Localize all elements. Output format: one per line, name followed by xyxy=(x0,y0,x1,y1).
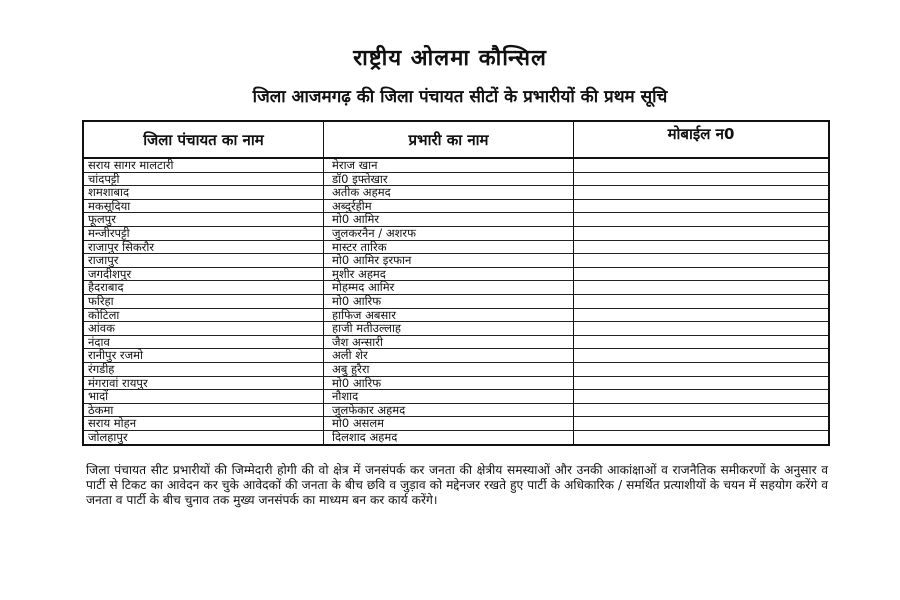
table-row xyxy=(84,173,828,187)
document-title: राष्ट्रीय ओलमा कौन्सिल xyxy=(353,46,547,71)
cell-mobile-number xyxy=(574,281,828,294)
cell-panchayat-name: फरिहा xyxy=(84,295,324,308)
header-prabhari-name: प्रभारी का नाम xyxy=(324,122,574,157)
prabhari-table xyxy=(82,120,830,446)
cell-panchayat-name: चांदपट्टी xyxy=(84,173,324,186)
cell-mobile-number xyxy=(574,159,828,172)
table-row xyxy=(84,200,828,214)
cell-prabhari-name: अली शेर xyxy=(324,349,574,362)
cell-panchayat-name: नंदाव xyxy=(84,336,324,349)
table-row xyxy=(84,431,828,445)
header-mobile-number: मोबाईल न0 xyxy=(667,125,735,143)
cell-panchayat-name: जगदीशपुर xyxy=(84,268,324,281)
cell-mobile-number xyxy=(574,241,828,254)
cell-mobile-number xyxy=(574,173,828,186)
cell-mobile-number xyxy=(574,295,828,308)
table-row xyxy=(84,404,828,418)
cell-prabhari-name: मो0 आरिफ xyxy=(324,377,574,390)
cell-prabhari-name: डॉ0 इफ्तेखार xyxy=(324,173,574,186)
cell-mobile-number xyxy=(574,254,828,267)
cell-prabhari-name: जैश अन्सारी xyxy=(324,336,574,349)
table-row xyxy=(84,227,828,241)
cell-prabhari-name: दिलशाद अहमद xyxy=(324,431,574,445)
cell-panchayat-name: आंवक xyxy=(84,322,324,335)
cell-prabhari-name: जुलकरनैन / अशरफ xyxy=(324,227,574,240)
cell-mobile-number xyxy=(574,268,828,281)
table-row xyxy=(84,241,828,255)
table-row xyxy=(84,322,828,336)
table-row xyxy=(84,377,828,391)
cell-mobile-number xyxy=(574,363,828,376)
table-row xyxy=(84,390,828,404)
cell-mobile-number xyxy=(574,390,828,403)
table-row xyxy=(84,295,828,309)
cell-mobile-number xyxy=(574,349,828,362)
cell-panchayat-name: मन्जीरपट्टी xyxy=(84,227,324,240)
cell-mobile-number xyxy=(574,213,828,226)
table-row xyxy=(84,309,828,323)
cell-prabhari-name: अबु हुरैरा xyxy=(324,363,574,376)
cell-prabhari-name: मो0 असलम xyxy=(324,417,574,430)
responsibility-paragraph: जिला पंचायत सीट प्रभारीयों की जिम्मेदारी होगी की वो क्षेत्र में जनसंपर्क कर जनता की क्षेत्रीय समस्याओं और उनकी आकांक्षाओं व राजनैतिक समीकरणों के अनुसार व पार्टी से टिकट का आवेदन कर चुके आवेदकों की जनता के बीच छवि व जुड़ाव को मद्देनजर रखते हुए पार्टी के अधिकारिक / समर्थित प्रत्याशीयों के चयन में सहयोग करेंगे व जनता व पार्टी के बीच चुनाव तक मुख्य जनसंपर्क का माध्यम बन कर कार्य करेंगे। xyxy=(86,463,828,507)
cell-prabhari-name: मो0 आरिफ xyxy=(324,295,574,308)
table-row xyxy=(84,281,828,295)
cell-panchayat-name: भादों xyxy=(84,390,324,403)
cell-prabhari-name: मास्टर तारिक xyxy=(324,241,574,254)
table-row xyxy=(84,417,828,431)
cell-panchayat-name: मंगरावां रायपुर xyxy=(84,377,324,390)
table-row xyxy=(84,349,828,363)
table-row xyxy=(84,363,828,377)
cell-mobile-number xyxy=(574,336,828,349)
cell-panchayat-name: सराय सागर मालटारी xyxy=(84,159,324,172)
cell-prabhari-name: हाफिज अबसार xyxy=(324,309,574,322)
table-body xyxy=(84,159,828,444)
table-row xyxy=(84,254,828,268)
cell-panchayat-name: शमशाबाद xyxy=(84,186,324,199)
cell-panchayat-name: कोटिला xyxy=(84,309,324,322)
cell-panchayat-name: रानीपुर रजमो xyxy=(84,349,324,362)
table-row xyxy=(84,336,828,350)
cell-panchayat-name: रंगडीह xyxy=(84,363,324,376)
cell-prabhari-name: मोहम्मद आमिर xyxy=(324,281,574,294)
cell-prabhari-name: हाजी मतीउल्लाह xyxy=(324,322,574,335)
table-row xyxy=(84,186,828,200)
cell-mobile-number xyxy=(574,377,828,390)
cell-mobile-number xyxy=(574,322,828,335)
document-subtitle: जिला आजमगढ़ की जिला पंचायत सीटों के प्रभारीयों की प्रथम सूचि xyxy=(252,87,668,107)
table-row xyxy=(84,268,828,282)
table-header-row xyxy=(84,122,828,159)
cell-mobile-number xyxy=(574,186,828,199)
cell-mobile-number xyxy=(574,227,828,240)
cell-mobile-number xyxy=(574,309,828,322)
cell-mobile-number xyxy=(574,200,828,213)
cell-panchayat-name: राजापुर xyxy=(84,254,324,267)
cell-prabhari-name: मो0 आमिर इरफान xyxy=(324,254,574,267)
cell-panchayat-name: फूलपुर xyxy=(84,213,324,226)
table-row xyxy=(84,159,828,173)
cell-panchayat-name: हैदराबाद xyxy=(84,281,324,294)
cell-prabhari-name: मो0 आमिर xyxy=(324,213,574,226)
cell-panchayat-name: राजापुर सिकरौर xyxy=(84,241,324,254)
table-row xyxy=(84,213,828,227)
cell-prabhari-name: मेराज खान xyxy=(324,159,574,172)
cell-prabhari-name: जुलफेकार अहमद xyxy=(324,404,574,417)
cell-prabhari-name: अब्दुर्रहीम xyxy=(324,200,574,213)
cell-panchayat-name: ठेकमा xyxy=(84,404,324,417)
cell-panchayat-name: सराय मोहन xyxy=(84,417,324,430)
cell-mobile-number xyxy=(574,431,828,445)
cell-panchayat-name: जोलहापुर xyxy=(84,431,324,445)
header-panchayat-name: जिला पंचायत का नाम xyxy=(84,122,324,157)
cell-prabhari-name: अतीक अहमद xyxy=(324,186,574,199)
cell-prabhari-name: नौशाद xyxy=(324,390,574,403)
cell-mobile-number xyxy=(574,404,828,417)
cell-panchayat-name: मकसूदिया xyxy=(84,200,324,213)
cell-mobile-number xyxy=(574,417,828,430)
cell-prabhari-name: मुशीर अहमद xyxy=(324,268,574,281)
